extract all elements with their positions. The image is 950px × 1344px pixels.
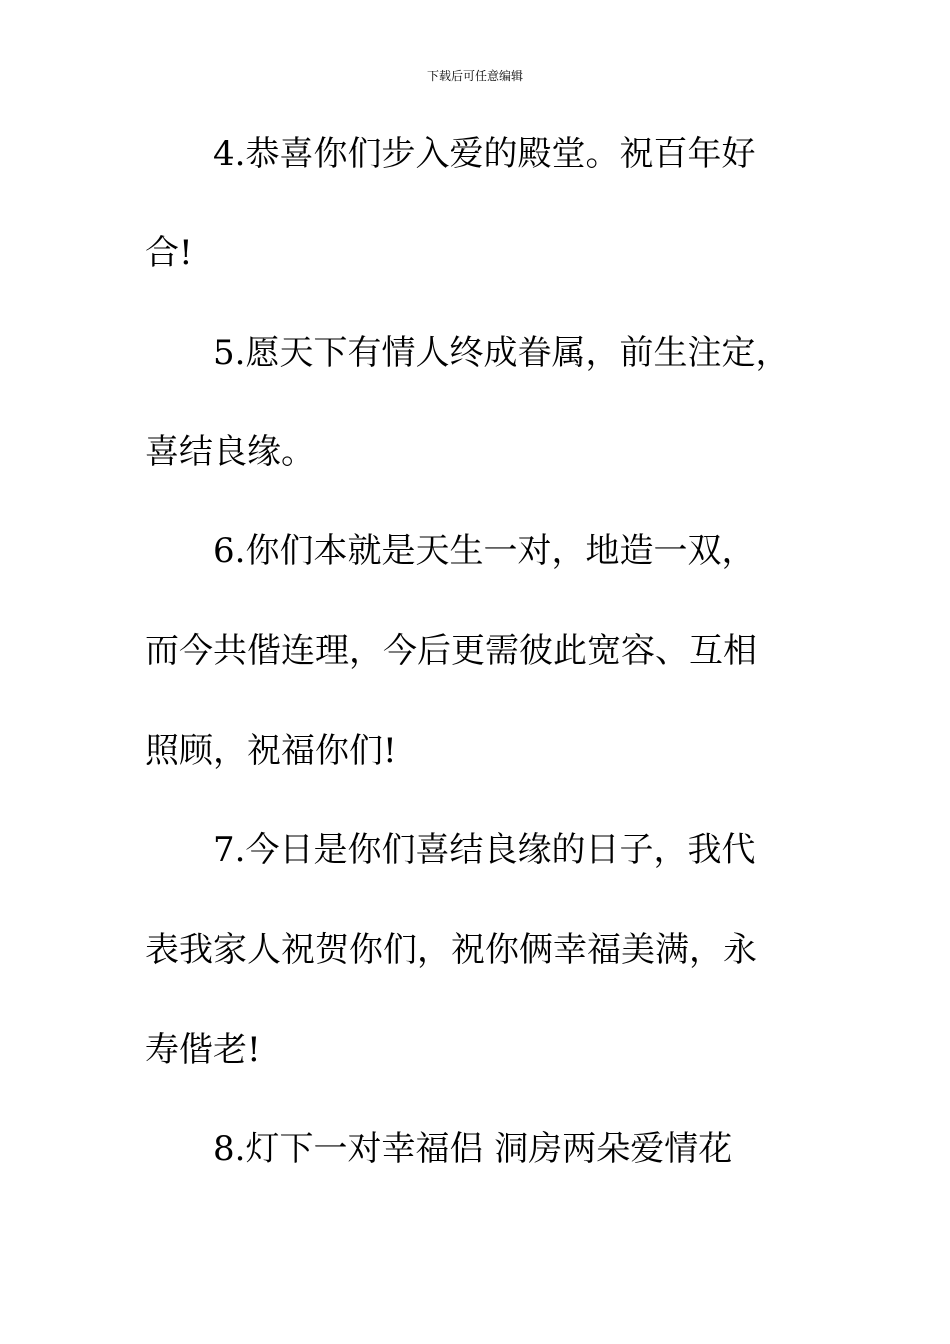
item-5-line-1 bbox=[213, 333, 789, 373]
item-number: 4. bbox=[213, 134, 246, 174]
item-6-line-1 bbox=[213, 531, 755, 571]
item-7-line-2: 表我家人祝贺你们，祝你俩幸福美满，永 bbox=[145, 930, 757, 970]
item-4-line-2: 合! bbox=[145, 233, 193, 273]
page-header: 下载后可任意编辑 bbox=[426, 69, 523, 83]
item-text: 恭喜你们步入爱的殿堂。祝百年好 bbox=[245, 134, 756, 174]
item-number: 8. bbox=[213, 1129, 246, 1169]
item-number: 5. bbox=[213, 333, 246, 373]
item-5-line-2: 喜结良缘。 bbox=[145, 432, 315, 472]
item-6-line-3: 照顾，祝福你们! bbox=[145, 731, 397, 771]
item-text: 灯下一对幸福侣 洞房两朵爱情花 bbox=[245, 1129, 733, 1169]
item-6-line-2: 而今共偕连理，今后更需彼此宽容、互相 bbox=[145, 631, 757, 671]
item-8-line-1 bbox=[213, 1129, 732, 1169]
item-text: 你们本就是天生一对，地造一双， bbox=[245, 531, 756, 571]
item-7-line-1 bbox=[213, 830, 755, 870]
item-text: 今日是你们喜结良缘的日子，我代 bbox=[245, 830, 756, 870]
item-text: 愿天下有情人终成眷属，前生注定， bbox=[245, 333, 790, 373]
item-number: 6. bbox=[213, 531, 246, 571]
item-7-line-3: 寿偕老! bbox=[145, 1030, 261, 1070]
item-4-line-1 bbox=[213, 134, 755, 174]
item-number: 7. bbox=[213, 830, 246, 870]
